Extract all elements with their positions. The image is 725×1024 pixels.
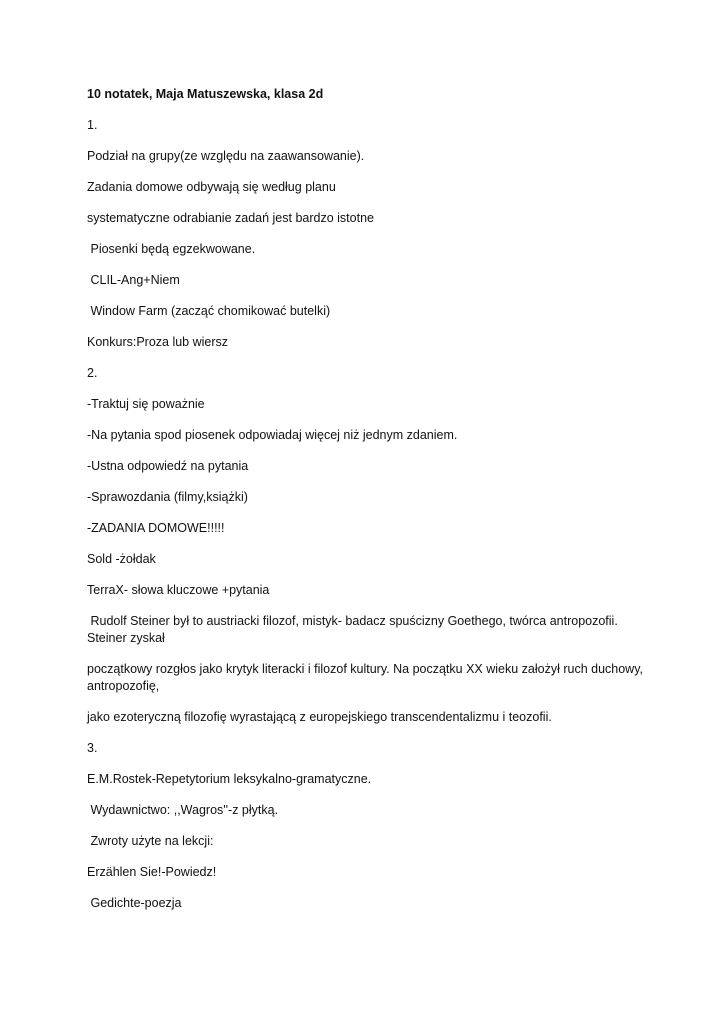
section-number-3: 3.	[87, 741, 98, 755]
paragraph: -Na pytania spod piosenek odpowiadaj więcej niż jednym zdaniem.	[87, 428, 458, 442]
paragraph: -Ustna odpowiedź na pytania	[87, 459, 249, 473]
section-number-1: 1.	[87, 118, 98, 132]
paragraph: systematyczne odrabianie zadań jest bardzo istotne	[87, 211, 374, 225]
paragraph: Rudolf Steiner był to austriacki filozof, mistyk- badacz spuścizny Goethego, twórca antropozofii. Steiner zyskał	[87, 614, 622, 645]
paragraph: początkowy rozgłos jako krytyk literacki i filozof kultury. Na początku XX wieku założył ruch duchowy, antropozofię,	[87, 662, 647, 693]
document-body	[87, 86, 647, 926]
document-title: 10 notatek, Maja Matuszewska, klasa 2d	[87, 87, 324, 101]
paragraph: Wydawnictwo: ,,Wagros''-z płytką.	[87, 803, 279, 817]
section-number-2: 2.	[87, 366, 98, 380]
paragraph: Podział na grupy(ze względu na zaawansowanie).	[87, 149, 365, 163]
paragraph: Window Farm (zacząć chomikować butelki)	[87, 304, 331, 318]
paragraph: Piosenki będą egzekwowane.	[87, 242, 256, 256]
paragraph: jako ezoteryczną filozofię wyrastającą z europejskiego transcendentalizmu i teozofii.	[87, 710, 552, 724]
paragraph: -Traktuj się poważnie	[87, 397, 205, 411]
paragraph: E.M.Rostek-Repetytorium leksykalno-gramatyczne.	[87, 772, 372, 786]
paragraph: -ZADANIA DOMOWE!!!!!	[87, 521, 225, 535]
paragraph: Zwroty użyte na lekcji:	[87, 834, 214, 848]
paragraph: Gedichte-poezja	[87, 896, 182, 910]
paragraph: Zadania domowe odbywają się według planu	[87, 180, 336, 194]
paragraph: Erzählen Sie!-Powiedz!	[87, 865, 217, 879]
paragraph: Sold -żołdak	[87, 552, 156, 566]
paragraph: -Sprawozdania (filmy,książki)	[87, 490, 248, 504]
paragraph: CLIL-Ang+Niem	[87, 273, 180, 287]
paragraph: Konkurs:Proza lub wiersz	[87, 335, 229, 349]
paragraph: TerraX- słowa kluczowe +pytania	[87, 583, 270, 597]
